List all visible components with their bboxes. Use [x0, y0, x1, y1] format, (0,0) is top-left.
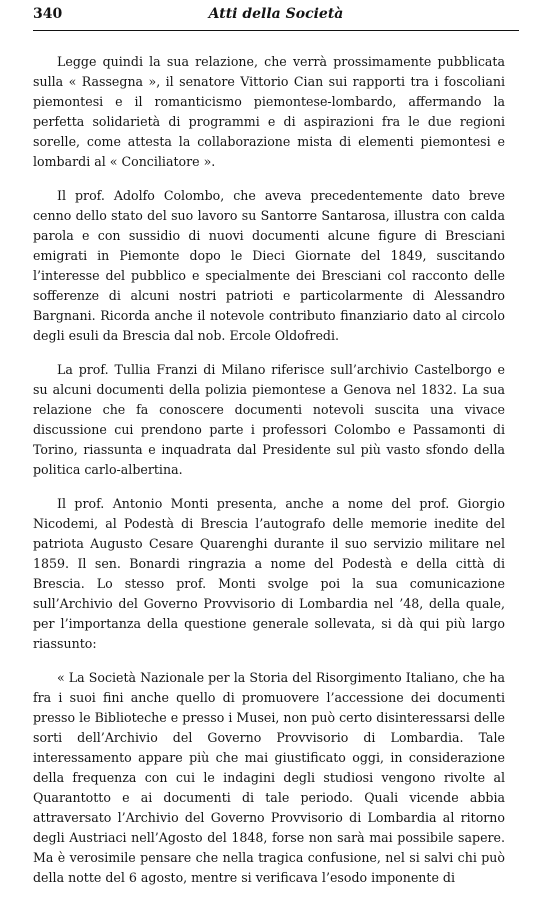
header-rule [33, 30, 519, 31]
page-number: 340 [33, 6, 63, 22]
running-title: Atti della Società [208, 6, 344, 22]
page-header [33, 6, 519, 28]
paragraph-colombo: Il prof. Adolfo Colombo, che aveva precedentemente dato breve cenno dello stato del suo lavoro su Santorre Santarosa, illustra con calda parola e con sussidio di nuovi documenti alcune figure di Bresciani emigrati in Piemonte dopo le Dieci Giornate del 1849, suscitando l’interesse del pubblico e specialmente dei Bresciani col racconto delle sofferenze di alcuni nostri patrioti e particolarmente di Alessandro Bargnani. Ricorda anche il notevole contributo finanziario dato al circolo degli esuli da Brescia dal nob. Ercole Oldofredi. [33, 188, 505, 343]
paragraph-monti: Il prof. Antonio Monti presenta, anche a nome del prof. Giorgio Nicodemi, al Podestà di Brescia l’autografo delle memorie inedite del patriota Augusto Cesare Quarenghi durante il suo servizio militare nel 1859. Il sen. Bonardi ringrazia a nome del Podestà e della città di Brescia. Lo stesso prof. Monti svolge poi la sua comunicazione sull’Archivio del Governo Provvisorio di Lombardia nel ’48, della quale, per l’importanza della questione generale sollevata, si dà qui più largo riassunto: [33, 496, 505, 651]
body-text [33, 52, 505, 902]
paragraph-quoted-summary: « La Società Nazionale per la Storia del Risorgimento Italiano, che ha fra i suoi fini anche quello di promuovere l’accessione dei documenti presso le Biblioteche e presso i Musei, non può certo disinteressarsi delle sorti dell’Archivio del Governo Provvisorio di Lombardia. Tale interessamento appare più che mai giustificato oggi, in considerazione della frequenza con cui le indagini degli studiosi vengono rivolte al Quarantotto e ai documenti di tale periodo. Quali vicende abbia attraversato l’Archivio del Governo Provvisorio di Lombardia al ritorno degli Austriaci nell’Agosto del 1848, forse non sarà mai possibile sapere. Ma è verosimile pensare che nella tragica confusione, nel si salvi chi può della notte del 6 agosto, mentre si verificava l’esodo imponente di [33, 670, 505, 885]
paragraph-cian-report: Legge quindi la sua relazione, che verrà prossimamente pubblicata sulla « Rassegna », il senatore Vittorio Cian sui rapporti tra i foscoliani piemontesi e il romanticismo piemontese-lombardo, affermando la perfetta solidarietà di programmi e di aspirazioni fra le due regioni sorelle, come attesta la collaborazione mista di elementi piemontesi e lombardi al « Conciliatore ». [33, 54, 505, 169]
paragraph-franzi: La prof. Tullia Franzi di Milano riferisce sull’archivio Castelborgo e su alcuni documenti della polizia piemontese a Genova nel 1832. La sua relazione che fa conoscere documenti notevoli suscita una vivace discussione cui prendono parte i professori Colombo e Passamonti di Torino, riassunta e inquadrata dal Presidente sul più vasto sfondo della politica carlo-albertina. [33, 362, 505, 477]
